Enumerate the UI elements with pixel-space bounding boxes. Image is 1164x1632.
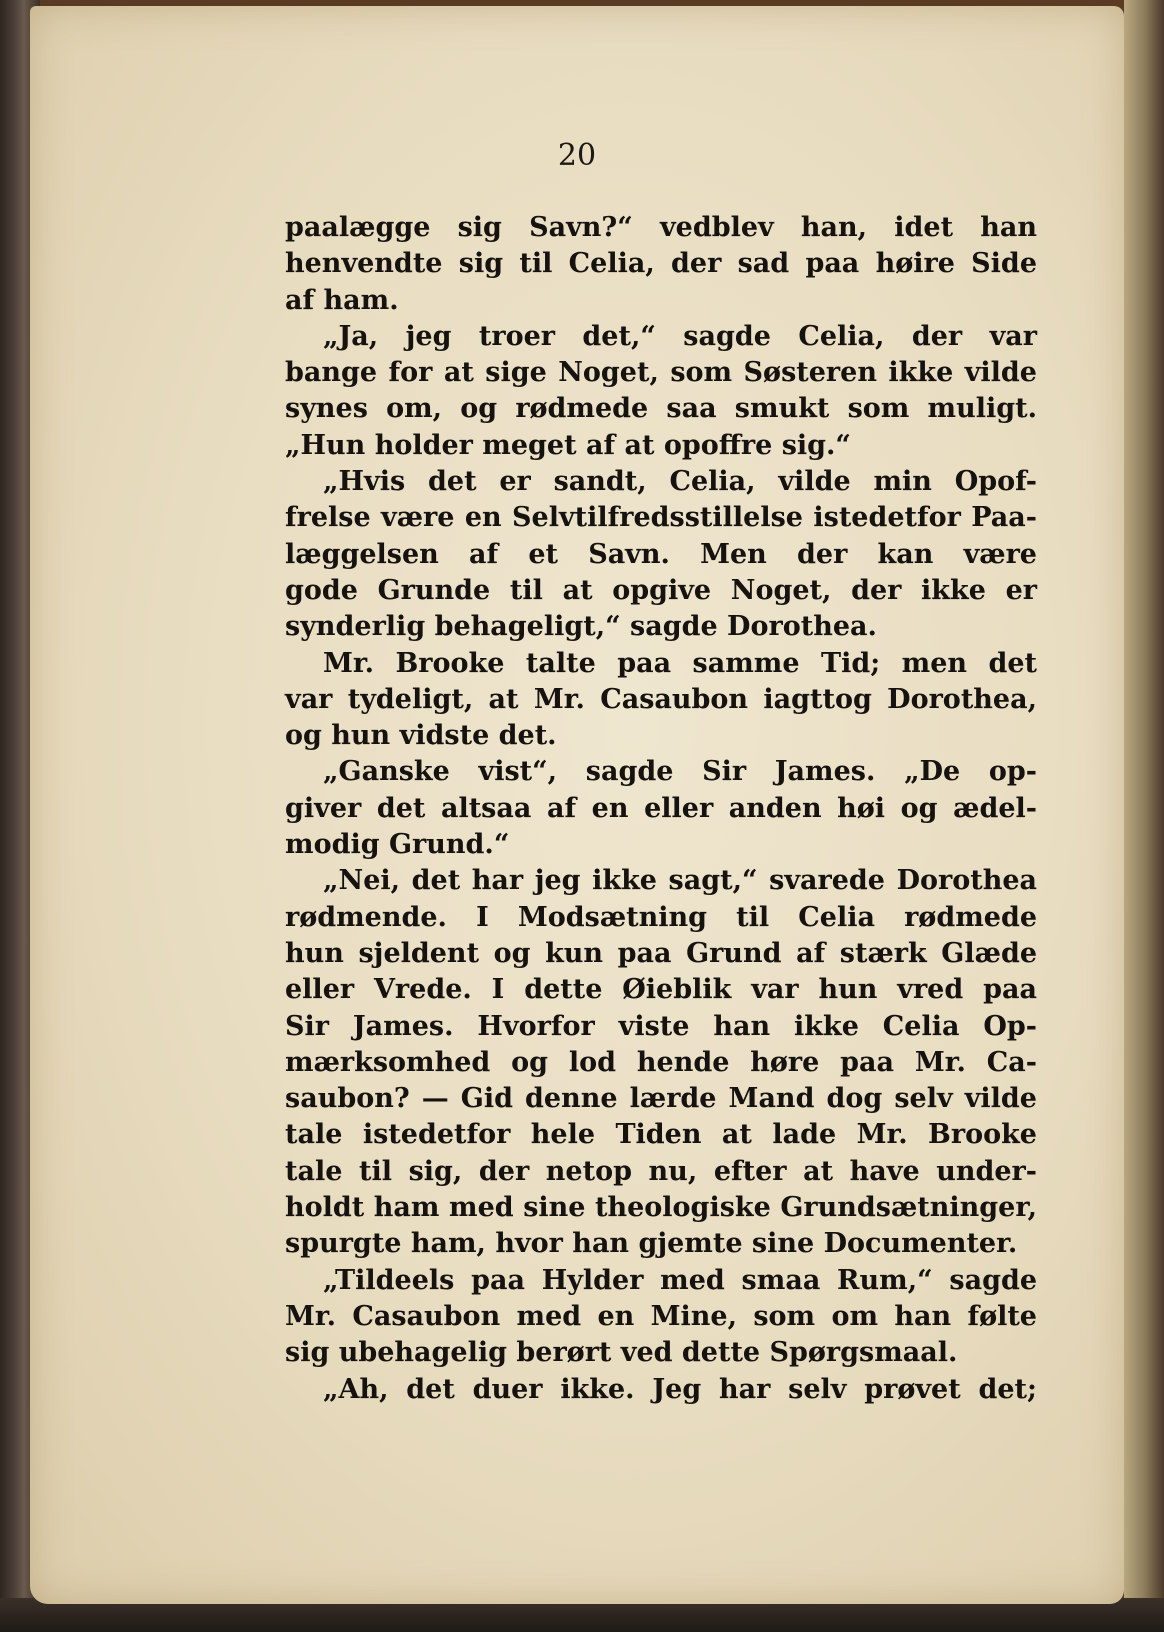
text-line: spurgte ham, hvor han gjemte sine Documenter. — [285, 1228, 1018, 1260]
text-line: giver det altsaa af en eller anden høi og ædel- — [285, 792, 1037, 824]
text-line: Mr. Casaubon med en Mine, som om han følte — [285, 1300, 1037, 1332]
text-line: synderlig behageligt,“ sagde Dorothea. — [285, 611, 877, 643]
text-line: „Ah, det duer ikke. Jeg har selv prøvet det; — [323, 1373, 1037, 1405]
text-line: mærksomhed og lod hende høre paa Mr. Ca- — [285, 1046, 1037, 1078]
text-line: og hun vidste det. — [285, 720, 557, 752]
text-line: var tydeligt, at Mr. Casaubon iagttog Dorothea, — [285, 683, 1037, 715]
text-line: gode Grunde til at opgive Noget, der ikke er — [285, 574, 1037, 606]
text-line: rødmende. I Modsætning til Celia rødmede — [285, 901, 1037, 933]
text-line: tale istedetfor hele Tiden at lade Mr. Brooke — [285, 1119, 1037, 1151]
text-line: holdt ham med sine theologiske Grundsætninger, — [285, 1192, 1037, 1224]
text-line: paalægge sig Savn?“ vedblev han, idet han — [285, 212, 1037, 243]
text-line: modig Grund.“ — [285, 829, 510, 861]
text-line: „Ganske vist“, sagde Sir James. „De op- — [323, 756, 1037, 788]
text-line: synes om, og rødmede saa smukt som muligt. — [285, 393, 1037, 425]
text-line: bange for at sige Noget, som Søsteren ikke vilde — [285, 357, 1037, 389]
text-line: tale til sig, der netop nu, efter at have under- — [285, 1155, 1037, 1187]
text-line: af ham. — [285, 284, 399, 316]
text-line: „Hun holder meget af at opoffre sig.“ — [285, 429, 851, 461]
text-line: „Ja, jeg troer det,“ sagde Celia, der var — [323, 320, 1037, 352]
text-line: „Nei, det har jeg ikke sagt,“ svarede Dorothea — [323, 865, 1037, 897]
text-line: læggelsen af et Savn. Men der kan være — [285, 538, 1037, 570]
text-line: Mr. Brooke talte paa samme Tid; men det — [323, 647, 1037, 679]
text-line: Sir James. Hvorfor viste han ikke Celia Op- — [285, 1010, 1037, 1042]
text-line: saubon? — Gid denne lærde Mand dog selv vilde — [285, 1083, 1037, 1115]
page-number: 20 — [557, 138, 597, 173]
body-text — [285, 210, 1037, 1408]
text-line: „Tildeels paa Hylder med smaa Rum,“ sagde — [323, 1264, 1037, 1296]
text-line: „Hvis det er sandt, Celia, vilde min Opof- — [323, 466, 1037, 498]
text-line: sig ubehagelig berørt ved dette Spørgsmaal. — [285, 1337, 958, 1369]
text-line: hun sjeldent og kun paa Grund af stærk Glæde — [285, 937, 1037, 969]
text-line: eller Vrede. I dette Øieblik var hun vred paa — [285, 974, 1037, 1006]
text-line: frelse være en Selvtilfredsstillelse istedetfor Paa- — [285, 502, 1037, 534]
book-page — [30, 6, 1124, 1604]
text-line: henvendte sig til Celia, der sad paa høire Side — [285, 248, 1037, 280]
page-edge — [1124, 0, 1164, 1632]
